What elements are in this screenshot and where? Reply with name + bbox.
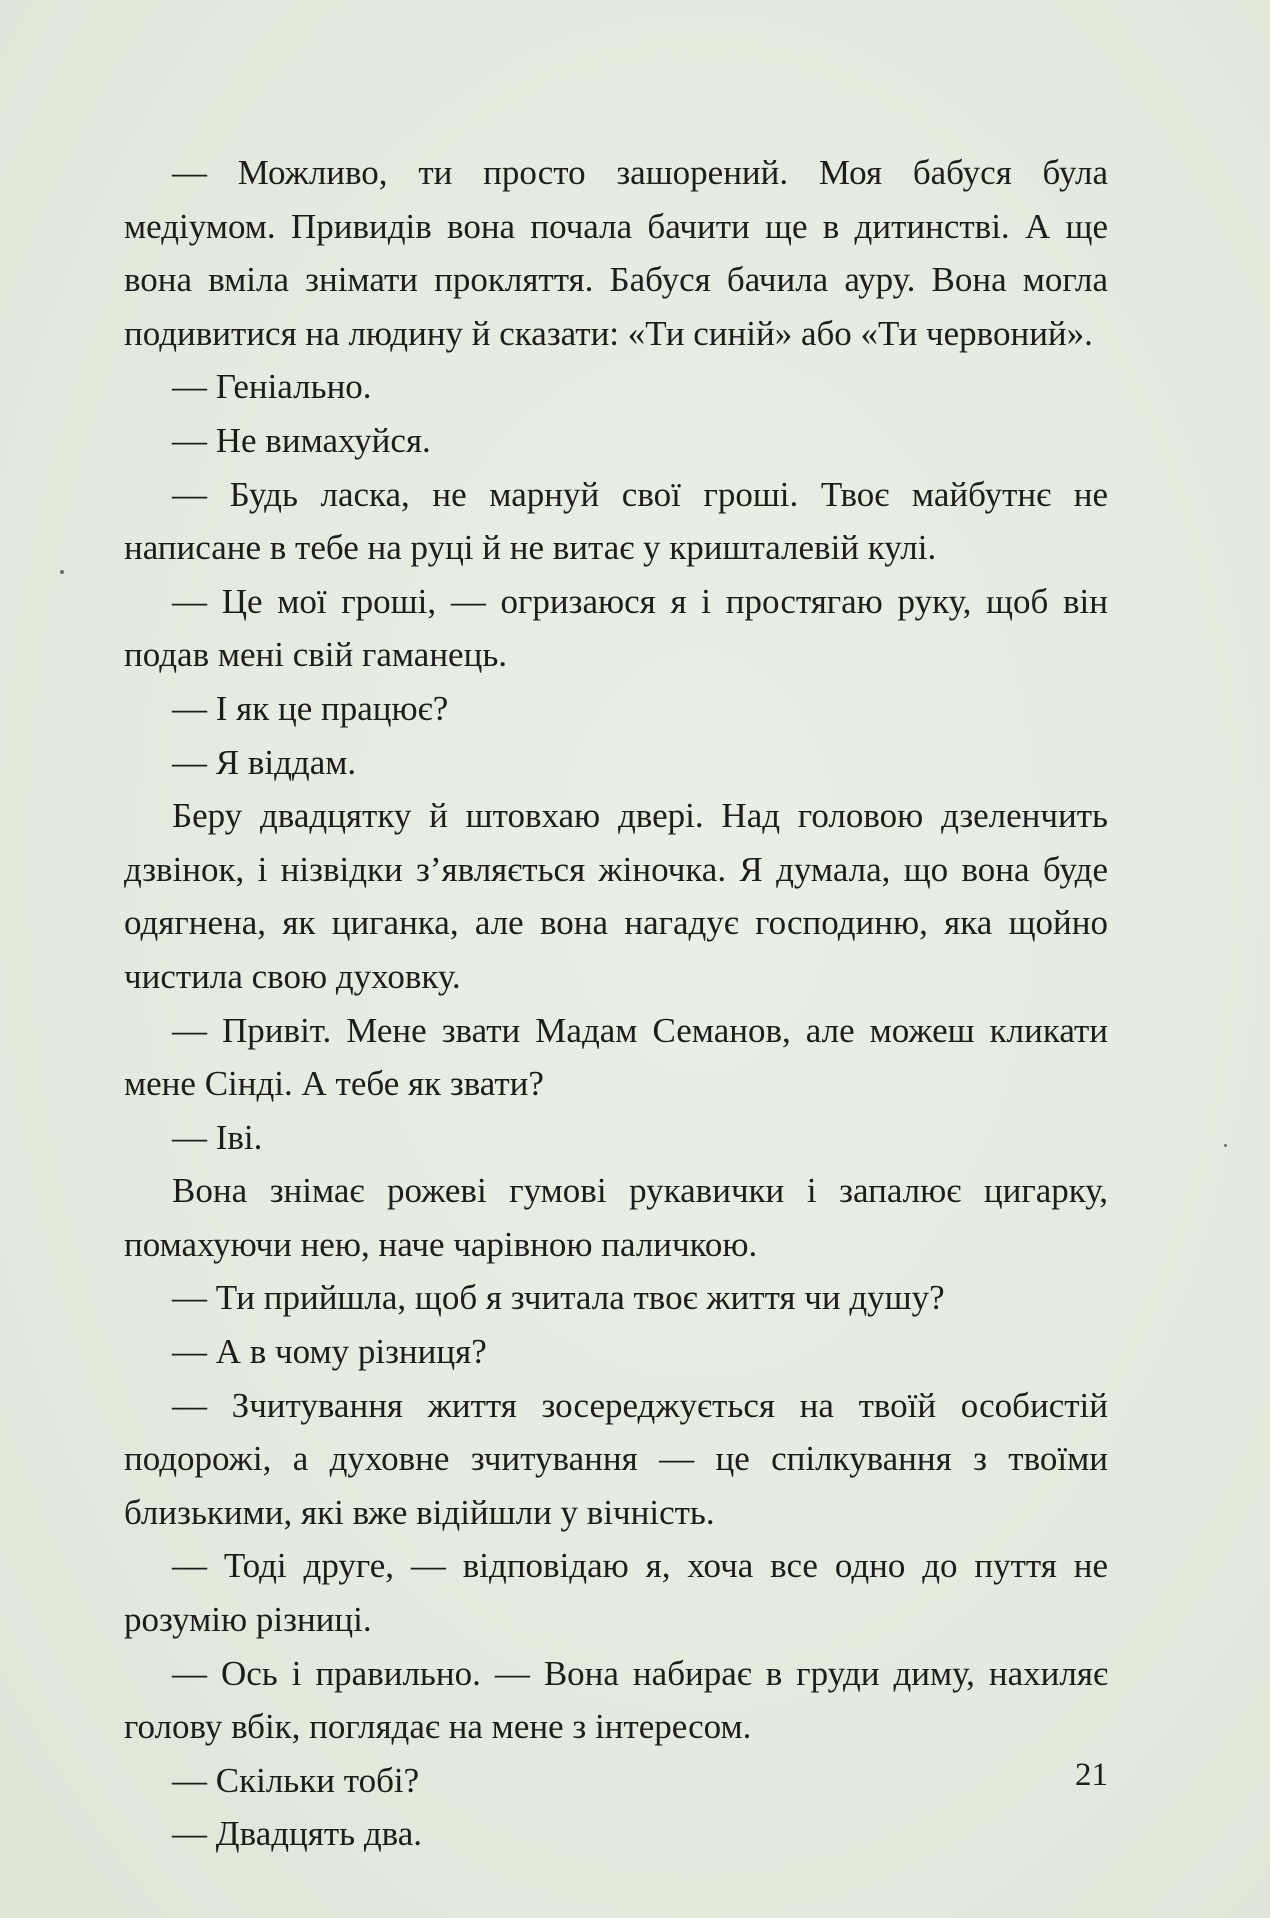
paragraph: — Привіт. Мене звати Мадам Семанов, але можеш кликати мене Сінді. А тебе як звати? [124, 1010, 1108, 1104]
paragraph: — Тоді друге, — відповідаю я, хоча все одно до пуття не розумію різниці. [124, 1546, 1108, 1640]
paragraph: — Я віддам. [172, 742, 357, 782]
paragraph: Беру двадцятку й штовхаю двері. Над головою дзеленчить дзвінок, і нізвідки з’являється жіночка. Я думала, що вона буде одягнена, як циганка, але вона нагадує господиню, яка щойно чистила свою духовку. [124, 796, 1108, 996]
body-text [124, 146, 1108, 1861]
paragraph: — Скільки тобі? [172, 1760, 420, 1800]
paragraph: — Ось і правильно. — Вона набирає в груди диму, нахиляє голову вбік, поглядає на мене з інтересом. [124, 1653, 1108, 1747]
paragraph: — Геніально. [172, 367, 372, 407]
page-number: 21 [1075, 1757, 1108, 1793]
paragraph: — Іві. [172, 1117, 263, 1157]
paragraph: — А в чому різниця? [172, 1332, 487, 1372]
paragraph: — Ти прийшла, щоб я зчитала твоє життя чи душу? [172, 1278, 945, 1318]
paragraph: — Не вимахуйся. [172, 420, 431, 460]
dust-speck [60, 570, 64, 574]
paragraph: Вона знімає рожеві гумові рукавички і запалює цигарку, помахуючи нею, наче чарівною паличкою. [124, 1171, 1108, 1264]
dust-speck [1224, 1144, 1227, 1147]
paragraph: — Двадцять два. [172, 1814, 423, 1854]
paragraph: — Це мої гроші, — огризаюся я і простягаю руку, щоб він подав мені свій гаманець. [124, 581, 1108, 675]
paragraph: — І як це працює? [172, 688, 449, 728]
paragraph: — Будь ласка, не марнуй свої гроші. Твоє майбутнє не написане в тебе на руці й не витає у кришталевій кулі. [124, 474, 1108, 568]
paragraph: — Можливо, ти просто зашорений. Моя бабуся була медіумом. Привидів вона почала бачити ще в дитинстві. А ще вона вміла знімати прокляття. Бабуся бачила ауру. Вона могла подивитися на людину й сказати: «Ти синій» або «Ти червоний». [124, 153, 1108, 353]
paragraph: — Зчитування життя зосереджується на твоїй особистій подорожі, а духовне зчитування — це спілкування з твоїми близькими, які вже відійшли у вічність. [124, 1385, 1108, 1532]
